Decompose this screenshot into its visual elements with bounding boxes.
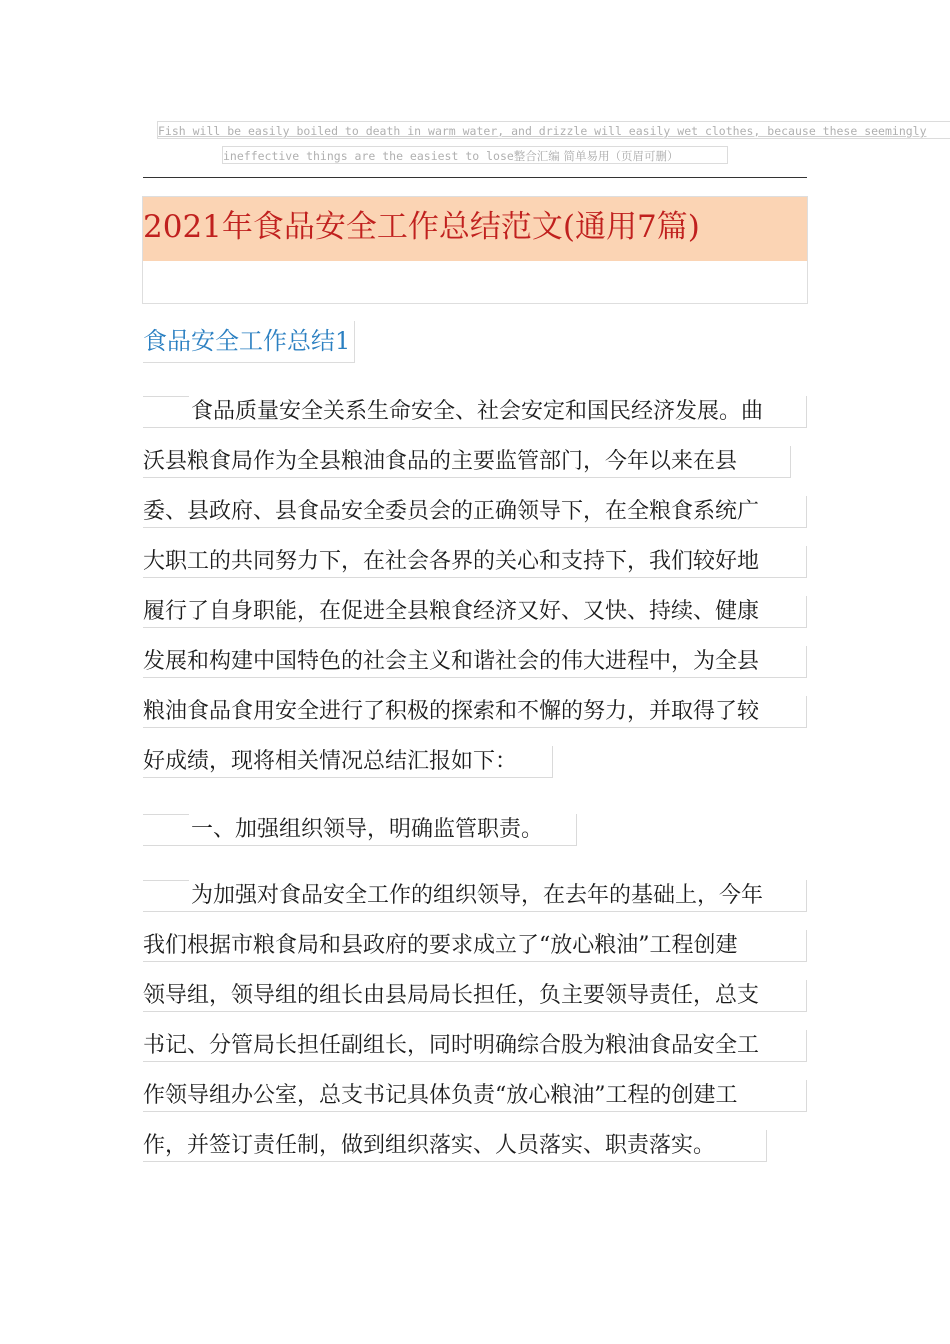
paragraph-line: 粮油食品食用安全进行了积极的探索和不懈的努力，并取得了较 [143, 696, 807, 728]
header-watermark-text: ineffective things are the easiest to lose [223, 149, 514, 163]
paragraph-line: 委、县政府、县食品安全委员会的正确领导下，在全粮食系统广 [143, 496, 807, 528]
paragraph-line [143, 814, 577, 846]
paragraph-line-text: 食品质量安全关系生命安全、社会安定和国民经济发展。曲 [191, 399, 764, 424]
paragraph-line: 作，并签订责任制，做到组织落实、人员落实、职责落实。 [143, 1130, 767, 1162]
paragraph-line: 发展和构建中国特色的社会主义和谐社会的伟大进程中，为全县 [143, 646, 807, 678]
paragraph-line-text: 为加强对食品安全工作的组织领导，在去年的基础上，今年 [191, 883, 764, 908]
document-title: 2021年食品安全工作总结范文(通用7篇) [143, 209, 700, 245]
paragraph-line-text: 一、加强组织领导，明确监管职责。 [191, 817, 544, 842]
indent-marker [143, 396, 189, 428]
paragraph-line: 领导组，领导组的组长由县局局长担任，负主要领导责任，总支 [143, 980, 807, 1012]
paragraph-line: 好成绩，现将相关情况总结汇报如下： [143, 746, 553, 778]
paragraph-line: 履行了自身职能，在促进全县粮食经济又好、又快、持续、健康 [143, 596, 807, 628]
paragraph-line: 沃县粮食局作为全县粮油食品的主要监管部门，今年以来在县 [143, 446, 791, 478]
section-heading: 食品安全工作总结1 [143, 321, 355, 363]
header-watermark-line1: Fish will be easily boiled to death in warm water, and drizzle will easily wet clothes, because these seemingly [157, 121, 950, 139]
indent-marker [143, 880, 189, 912]
indent-marker [143, 814, 189, 846]
paragraph-line: 大职工的共同努力下，在社会各界的关心和支持下，我们较好地 [143, 546, 807, 578]
paragraph-line: 我们根据市粮食局和县政府的要求成立了“放心粮油”工程创建 [143, 930, 807, 962]
header-rule [143, 177, 807, 178]
paragraph-line [143, 880, 807, 912]
header-watermark-line2 [222, 146, 728, 164]
paragraph-line [143, 396, 807, 428]
header-tail-text: 整合汇编 简单易用（页眉可删） [513, 149, 679, 163]
paragraph-line: 作领导组办公室，总支书记具体负责“放心粮油”工程的创建工 [143, 1080, 807, 1112]
paragraph-line: 书记、分管局长担任副组长，同时明确综合股为粮油食品安全工 [143, 1030, 807, 1062]
